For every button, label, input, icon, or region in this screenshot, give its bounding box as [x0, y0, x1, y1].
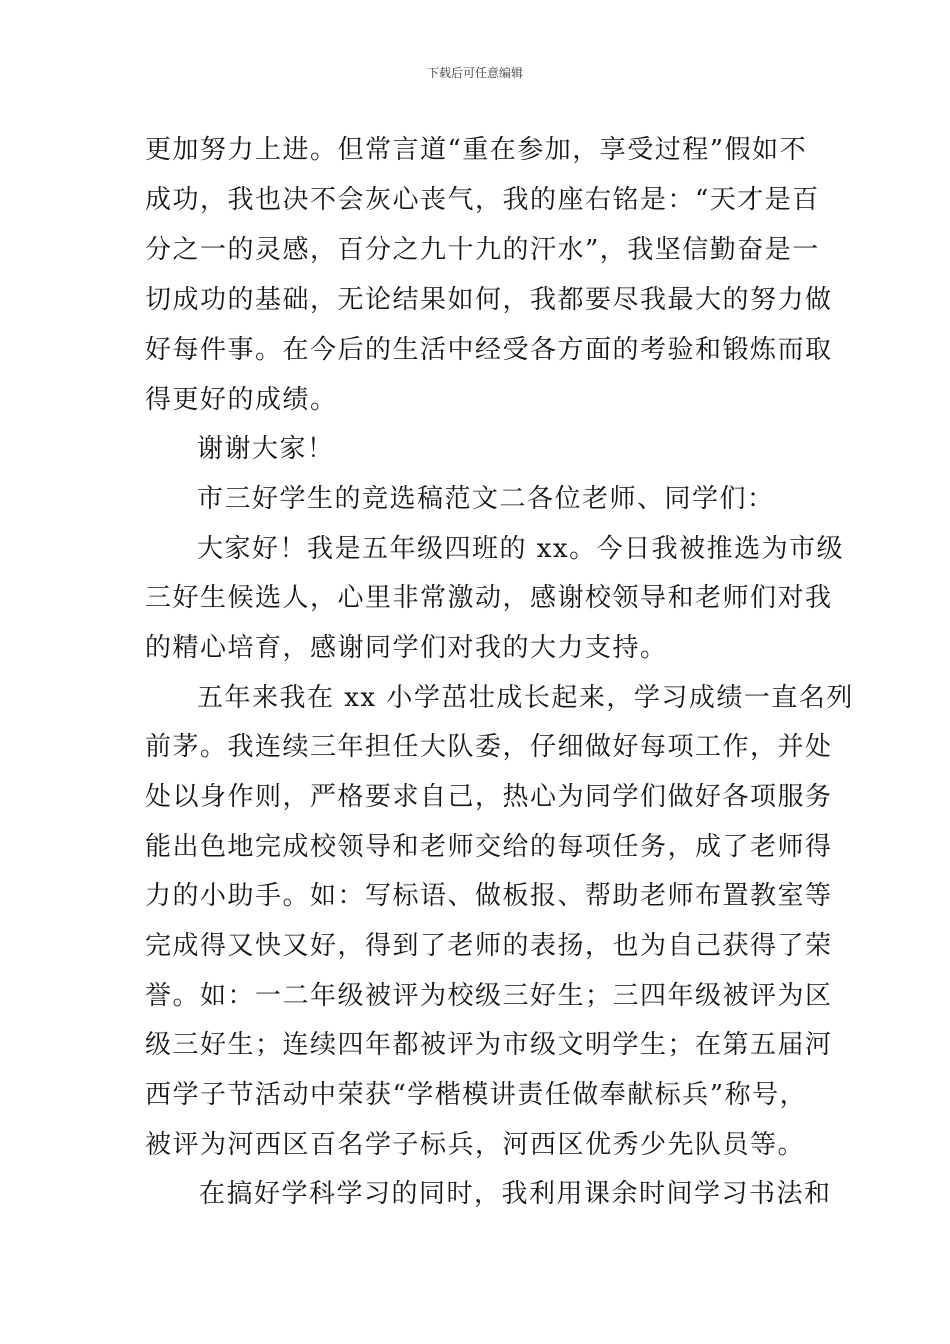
text-line: 誉。如：一二年级被评为校级三好生；三四年级被评为区 [145, 981, 833, 1011]
text-line: 级三好生；连续四年都被评为市级文明学生；在第五届河 [145, 1030, 833, 1060]
page-header: 下载后可任意编辑 [426, 66, 523, 80]
text-line: 大家好！我是五年级四班的 xx。今日我被推选为市级 [197, 534, 845, 564]
section-heading: 市三好学生的竞选稿范文二各位老师、同学们： [197, 484, 775, 514]
text-line: 成功，我也决不会灰心丧气，我的座右铭是：“天才是百 [145, 185, 820, 215]
text-line: 更加努力上进。但常言道“重在参加，享受过程”假如不 [145, 135, 808, 165]
text-line: 切成功的基础，无论结果如何，我都要尽我最大的努力做 [145, 285, 833, 315]
text-line: 力的小助手。如：写标语、做板报、帮助老师布置教室等 [145, 881, 833, 911]
text-line: 三好生候选人，心里非常激动，感谢校领导和老师们对我 [145, 583, 833, 613]
text-line: 好每件事。在今后的生活中经受各方面的考验和锻炼而取 [145, 335, 833, 365]
text-line: 谢谢大家！ [197, 434, 335, 464]
text-line: 五年来我在 xx 小学茁壮成长起来，学习成绩一直名列 [197, 683, 854, 713]
text-line: 分之一的灵感，百分之九十九的汗水”，我坚信勤奋是一 [145, 235, 820, 265]
text-line: 能出色地完成校领导和老师交给的每项任务，成了老师得 [145, 832, 833, 862]
text-line: 西学子节活动中荣获“学楷模讲责任做奉献标兵”称号， [145, 1080, 808, 1110]
text-line: 被评为河西区百名学子标兵，河西区优秀少先队员等。 [145, 1130, 806, 1160]
text-line: 在搞好学科学习的同时，我利用课余时间学习书法和 [199, 1179, 832, 1209]
text-line: 的精心培育，感谢同学们对我的大力支持。 [145, 633, 668, 663]
text-line: 处以身作则，严格要求自己，热心为同学们做好各项服务 [145, 782, 833, 812]
text-line: 完成得又快又好，得到了老师的表扬，也为自己获得了荣 [145, 931, 833, 961]
text-line: 得更好的成绩。 [145, 385, 338, 415]
text-line: 前茅。我连续三年担任大队委，仔细做好每项工作，并处 [145, 732, 833, 762]
